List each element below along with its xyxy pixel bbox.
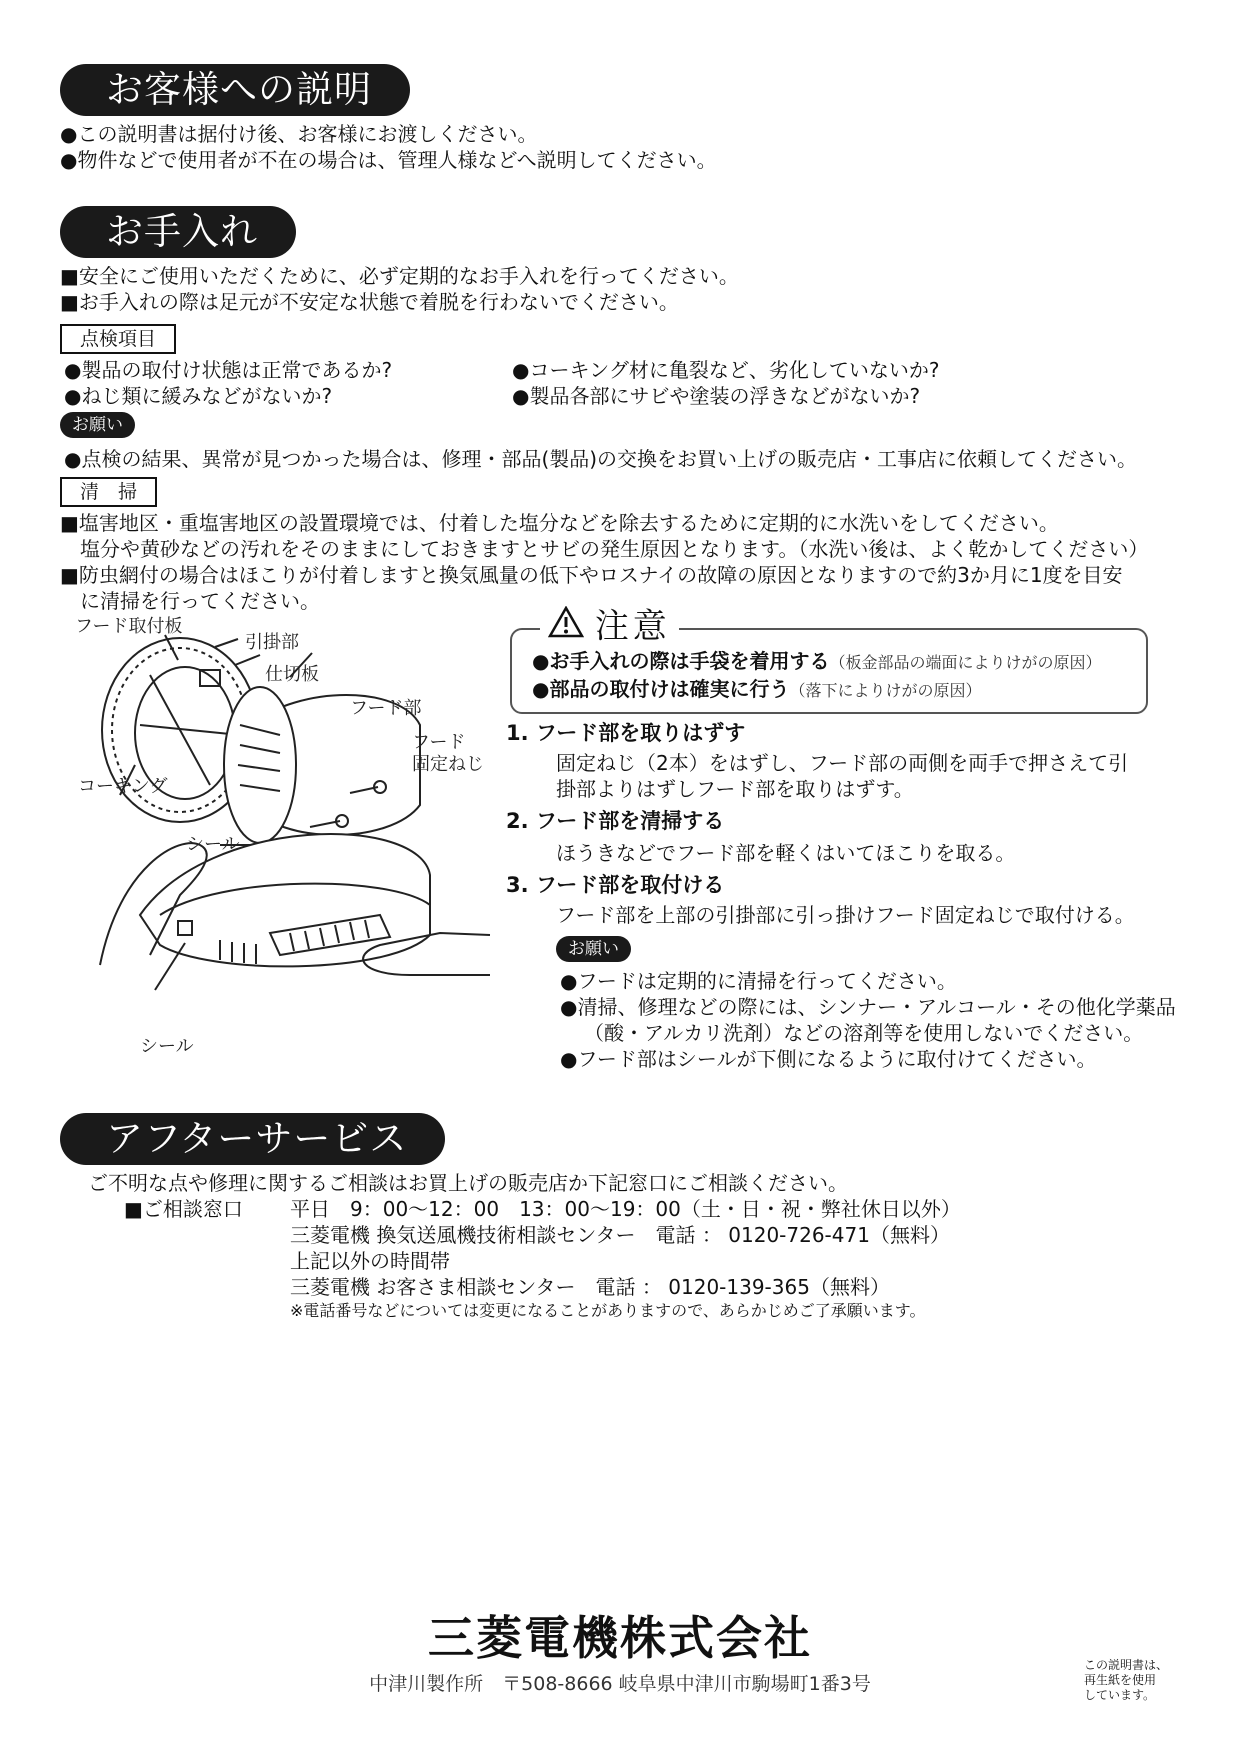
maintenance-line-1: ■安全にご使用いただくために、必ず定期的なお手入れを行ってください。 (60, 264, 739, 288)
cleaning-line: ■防虫網付の場合はほこりが付着しますと換気風量の低下やロスナイの故障の原因となりますので約3か月に1度を目安 (60, 563, 1123, 587)
caution-item-1-note: （板金部品の端面によりけがの原因） (829, 653, 1102, 672)
check-item: ●製品の取付け状態は正常であるか? (64, 358, 393, 382)
caution-item-1-main: ●お手入れの際は手袋を着用する (532, 649, 830, 673)
consult-window-label: ■ご相談窓口 (124, 1197, 243, 1221)
company-name: 三菱電機株式会社 (428, 1611, 812, 1665)
label-hood: フード部 (350, 698, 422, 719)
request2-line: ●フードは定期的に清掃を行ってください。 (560, 969, 957, 993)
caution-heading (540, 602, 679, 650)
explanation-line-2: ●物件などで使用者が不在の場合は、管理人様などへ説明してください。 (60, 148, 717, 172)
label-screw-2: 固定ねじ (412, 754, 484, 775)
caution-item-1 (532, 648, 1101, 676)
step-3-body: フード部を上部の引掛部に引っ掛けフード固定ねじで取付ける。 (556, 903, 1135, 927)
request2-line: ●フード部はシールが下側になるように取付けてください。 (560, 1047, 1097, 1071)
warning-icon (548, 604, 584, 650)
section-title-explanation: お客様への説明 (60, 64, 410, 116)
step-1-body: 固定ねじ（2本）をはずし、フード部の両側を両手で押さえて引 (556, 751, 1129, 775)
step-3-heading: 3. フード部を取付ける (506, 873, 725, 897)
consult-note: ※電話番号などについては変更になることがありますので、あらかじめご了承願います。 (290, 1301, 926, 1320)
recycle-note (1084, 1658, 1168, 1703)
section-title-maintenance: お手入れ (60, 206, 296, 258)
label-screw-1: フード (412, 732, 466, 753)
cleaning-line: 塩分や黄砂などの汚れをそのままにしておきますとサビの発生原因となります。（水洗い後は、よく乾かしてください） (80, 537, 1149, 561)
company-address: 中津川製作所 〒508-8666 岐阜県中津川市駒場町1番3号 (369, 1673, 871, 1695)
step-1-body: 掛部よりはずしフード部を取りはずす。 (556, 777, 914, 801)
consult-hours: 平日 9：00〜12：00 13：00〜19：00（土・日・祝・弊社休日以外） (290, 1197, 961, 1221)
check-items-label: 点検項目 (60, 324, 176, 354)
step-2-body: ほうきなどでフード部を軽くはいてほこりを取る。 (556, 841, 1016, 865)
consult-tech-center: 三菱電機 換気送風機技術相談センター 電話 ： 0120-726-471（無料） (290, 1223, 950, 1247)
caution-item-2-note: （落下によりけがの原因） (789, 681, 982, 700)
check-item: ●ねじ類に緩みなどがないか? (64, 384, 333, 408)
request2-line: ●清掃、修理などの際には、シンナー・アルコール・その他化学薬品 (560, 995, 1176, 1019)
check-item: ●コーキング材に亀裂など、劣化していないか? (512, 358, 940, 382)
label-seal: シール (186, 834, 240, 855)
recycle-line: この説明書は、 (1084, 1658, 1169, 1672)
cleaning-label: 清 掃 (60, 477, 157, 507)
after-service-intro: ご不明な点や修理に関するご相談はお買上げの販売店か下記窓口にご相談ください。 (88, 1171, 848, 1195)
maintenance-line-2: ■お手入れの際は足元が不安定な状態で着脱を行わないでください。 (60, 290, 679, 314)
request-badge: お願い (60, 412, 135, 438)
request2-line: （酸・アルカリ洗剤）などの溶剤等を使用しないでください。 (584, 1021, 1144, 1045)
step-1-heading: 1. フード部を取りはずす (506, 721, 746, 745)
cleaning-line: ■塩害地区・重塩害地区の設置環境では、付着した塩分などを除去するために定期的に水洗いをしてください。 (60, 511, 1059, 535)
explanation-line-1: ●この説明書は据付け後、お客様にお渡しください。 (60, 122, 538, 146)
label-hood-plate: フード取付板 (75, 616, 183, 637)
cleaning-line: に清掃を行ってください。 (80, 589, 320, 613)
step-2-heading: 2. フード部を清掃する (506, 809, 725, 833)
request-text: ●点検の結果、異常が見つかった場合は、修理・部品(製品)の交換をお買い上げの販売店・工事店に依頼してください。 (64, 447, 1138, 471)
section-title-after-service: アフターサービス (60, 1113, 445, 1165)
recycle-line: しています。 (1084, 1688, 1156, 1702)
recycle-line: 再生紙を使用 (1084, 1673, 1157, 1687)
label-hook: 引掛部 (245, 632, 299, 653)
check-item: ●製品各部にサビや塗装の浮きなどがないか? (512, 384, 921, 408)
caution-title: 注意 (594, 606, 671, 647)
consult-customer-center: 三菱電機 お客さま相談センター 電話 ： 0120-139-365（無料） (290, 1275, 890, 1299)
caution-item-2 (532, 676, 981, 704)
label-caulking: コーキング (78, 776, 168, 797)
request-badge-2: お願い (556, 936, 631, 962)
caution-item-2-main: ●部品の取付けは確実に行う (532, 677, 790, 701)
label-seal-lower: シール (140, 1036, 194, 1057)
label-partition: 仕切板 (265, 664, 319, 685)
consult-other-hours: 上記以外の時間帯 (290, 1249, 450, 1273)
